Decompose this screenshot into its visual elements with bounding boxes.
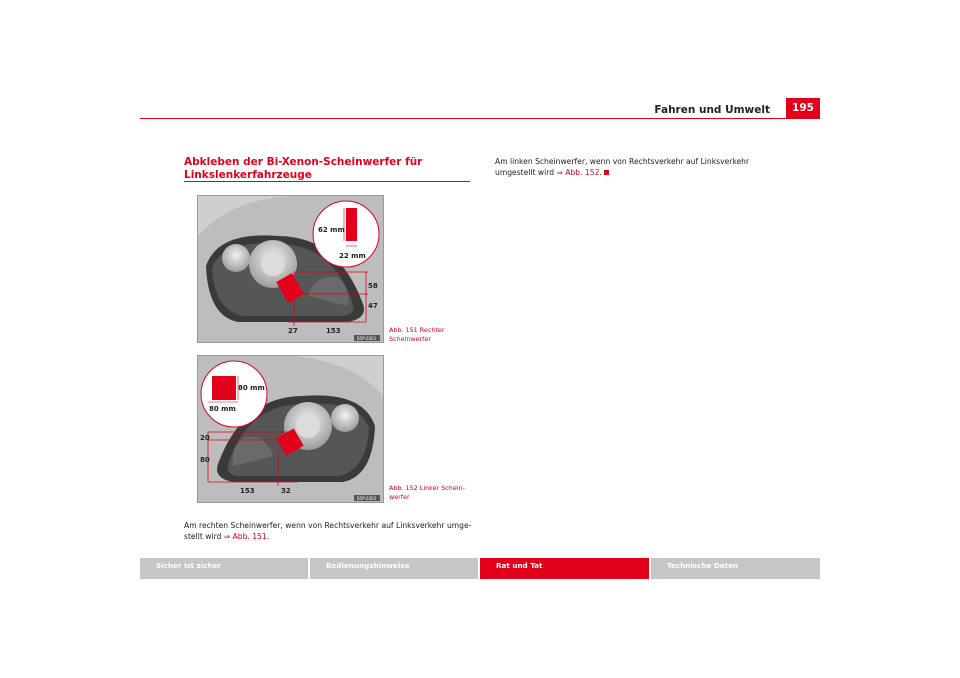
fig2-code: B5P-0302 bbox=[357, 496, 377, 501]
header-rule bbox=[140, 118, 820, 119]
fig1-label-47: 47 bbox=[368, 302, 378, 310]
paragraph-right-end: . bbox=[599, 168, 602, 177]
fig1-label-62mm: 62 mm bbox=[318, 226, 345, 234]
figure-left-headlight bbox=[197, 355, 384, 503]
fig1-code: B5P-0301 bbox=[357, 336, 377, 341]
figure1-caption: Abb. 151 Rechter Scheinwerfer bbox=[389, 326, 445, 343]
fig1-label-58: 58 bbox=[368, 282, 378, 290]
paragraph-right-text: Am linken Scheinwerfer, wenn von Rechtsverkehr auf Linksverkehr umgestellt wird bbox=[495, 157, 750, 177]
section-title: Abkleben der Bi-Xenon-Scheinwerfer für Linkslenkerfahrzeuge bbox=[184, 156, 423, 181]
fig2-label-80: 80 bbox=[200, 456, 210, 464]
footer-tab-rat-und-tat[interactable]: Rat und Tat bbox=[480, 558, 649, 579]
fig1-label-22mm: 22 mm bbox=[339, 252, 366, 260]
paragraph-left-end: . bbox=[266, 532, 270, 541]
paragraph-left-text: Am rechten Scheinwerfer, wenn von Rechtsverkehr auf Linksverkehr umge-stellt wird bbox=[184, 521, 472, 541]
figure2-caption: Abb. 152 Linker Schein-werfer bbox=[389, 484, 465, 501]
footer-tab-technische-daten[interactable]: Technische Daten bbox=[651, 558, 820, 579]
footer-tab-bedienungshinweise[interactable]: Bedienungshinweise bbox=[310, 558, 478, 579]
xref-abb-152[interactable]: ⇒ Abb. 152 bbox=[556, 168, 600, 177]
footer-tab-sicher-ist-sicher[interactable]: Sicher ist sicher bbox=[140, 558, 308, 579]
running-header-title: Fahren und Umwelt bbox=[654, 104, 770, 116]
paragraph-left-headlight bbox=[495, 156, 785, 178]
fig2-label-80mm-top: 80 mm bbox=[238, 384, 265, 392]
xref-abb-151[interactable]: ⇒ Abb. 151 bbox=[223, 532, 267, 541]
figure-right-headlight bbox=[197, 195, 384, 343]
fig2-label-80mm-left: 80 mm bbox=[209, 405, 236, 413]
fig2-label-20: 20 bbox=[200, 434, 210, 442]
fig1-label-153: 153 bbox=[326, 327, 341, 335]
page-number: 195 bbox=[786, 98, 820, 118]
section-rule bbox=[184, 181, 470, 182]
fig1-label-27: 27 bbox=[288, 327, 298, 335]
end-of-section-marker bbox=[604, 170, 609, 175]
paragraph-right-headlight bbox=[184, 520, 474, 542]
footer-nav bbox=[140, 558, 820, 579]
fig2-label-32: 32 bbox=[281, 487, 291, 495]
fig2-label-153: 153 bbox=[240, 487, 255, 495]
